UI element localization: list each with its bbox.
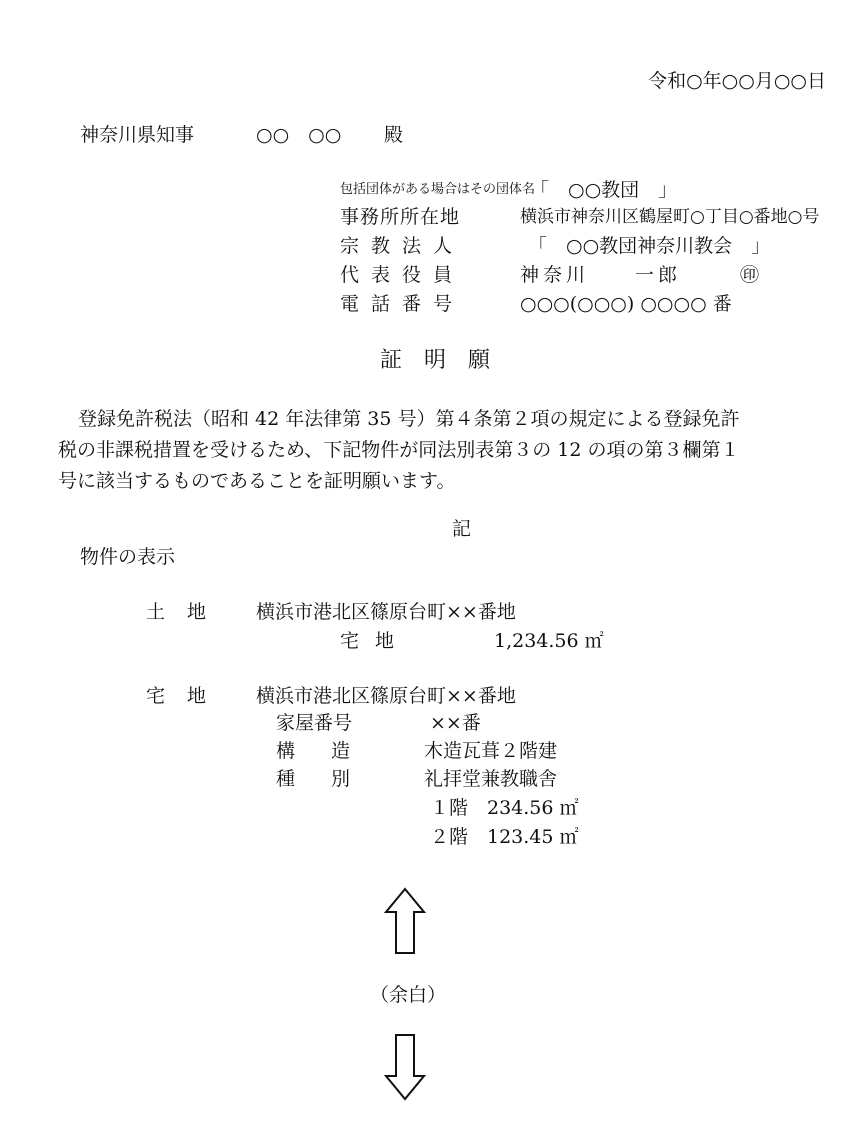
addressee-honorific: 殿: [384, 124, 404, 146]
building-address: 横浜市港北区篠原台町××番地: [256, 685, 516, 707]
floor-2-area: ２階 123.45 ㎡: [430, 826, 579, 848]
office-value: 横浜市神奈川区鶴屋町○丁目○番地○号: [520, 207, 820, 227]
body-line-3: 号に該当するものであることを証明願います。: [58, 470, 456, 492]
request-body: [58, 404, 838, 497]
document-date: 令和○年○○月○○日: [648, 70, 826, 92]
type-value: 礼拝堂兼教職舎: [424, 768, 558, 790]
addressee-name: ○○ ○○: [256, 124, 342, 146]
land-area: 1,234.56 ㎡: [494, 630, 604, 652]
arrow-down-icon: [385, 1034, 425, 1100]
corp-value: 「 ○○教団神奈川教会 」: [528, 235, 771, 257]
umbrella-value: 「 ○○教団 」: [530, 179, 678, 201]
addressee-label: 神奈川県知事: [80, 124, 195, 146]
property-heading: 物件の表示: [80, 546, 176, 568]
office-label: 事務所所在地: [340, 206, 461, 228]
land-address: 横浜市港北区篠原台町××番地: [256, 601, 516, 623]
floor-1-area: １階 234.56 ㎡: [430, 797, 579, 819]
tel-label: 電話番号: [340, 293, 465, 315]
umbrella-label: 包括団体がある場合はその団体名: [340, 182, 536, 197]
rep-label: 代表役員: [340, 264, 465, 286]
rep-value: 神奈川 一郎: [520, 264, 682, 286]
house-no-label: 家屋番号: [276, 712, 353, 734]
body-line-1: 登録免許税法（昭和 42 年法律第 35 号）第４条第２項の規定による登録免許: [78, 408, 740, 430]
type-label: 種別: [276, 768, 387, 790]
structure-value: 木造瓦葺２階建: [424, 740, 558, 762]
tel-value: ○○○(○○○) ○○○○ 番: [520, 293, 732, 315]
house-no-value: ××番: [430, 712, 481, 734]
corp-label: 宗教法人: [340, 235, 465, 257]
building-label: 宅地: [146, 685, 229, 707]
document-title: 証明願: [380, 348, 513, 373]
land-category: 宅地: [340, 630, 411, 652]
seal-mark: ㊞: [740, 264, 760, 286]
arrow-up-icon: [385, 888, 425, 954]
land-label: 土地: [146, 601, 229, 623]
structure-label: 構造: [276, 740, 387, 762]
ki-mark: 記: [452, 518, 472, 540]
margin-note: （余白）: [370, 984, 447, 1006]
body-line-2: 税の非課税措置を受けるため、下記物件が同法別表第３の 12 の項の第３欄第１: [58, 439, 740, 461]
